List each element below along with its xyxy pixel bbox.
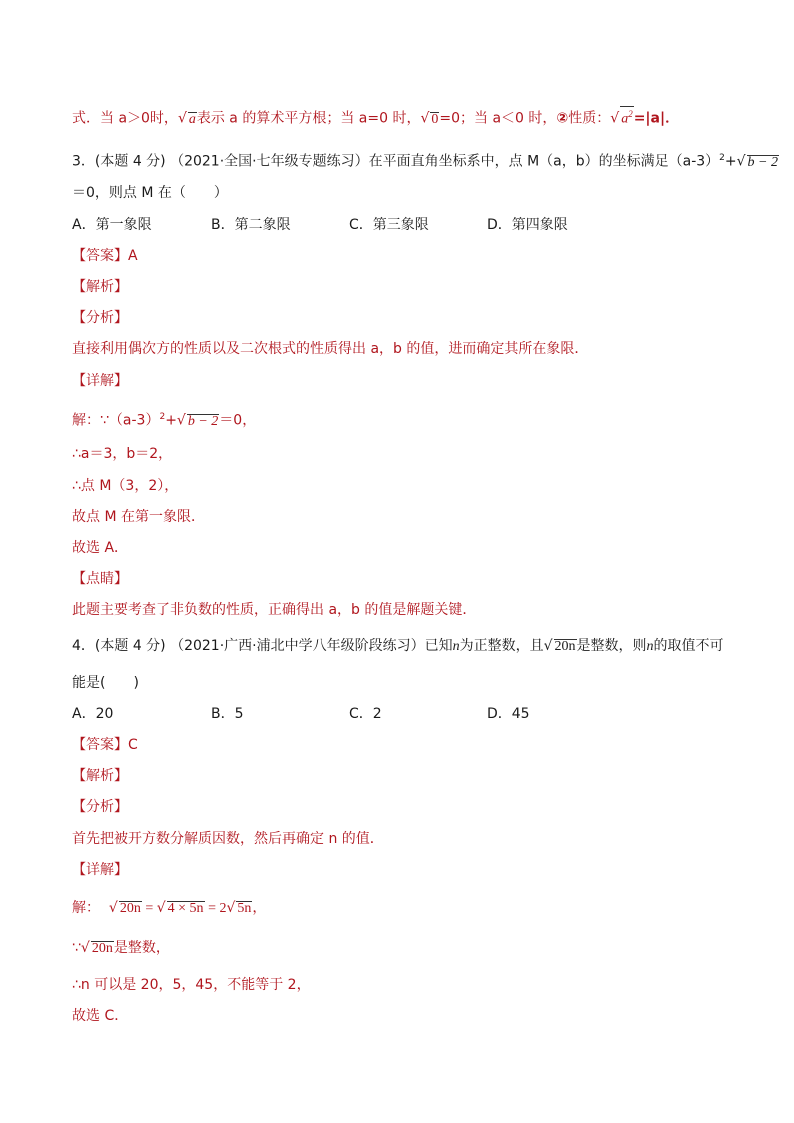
radicand-0: 0 xyxy=(431,111,439,127)
q3-option-b: B．第二象限 xyxy=(211,217,291,233)
q4-option-d: D．45 xyxy=(487,706,530,722)
q4-sol-eq-1: = xyxy=(141,901,157,916)
sqrt-symbol: √ xyxy=(736,153,746,170)
q4-sol-eq-2: = 2 xyxy=(204,901,227,916)
q3-fenxi-heading: 【分析】 xyxy=(72,310,128,326)
q4-var-n: n xyxy=(646,639,654,654)
q3-radicand: b − 2 xyxy=(747,154,778,170)
sqrt-symbol: √ xyxy=(176,412,186,429)
q4-solution-line3: ∴n 可以是 20，5，45，不能等于 2， xyxy=(72,977,311,993)
sqrt-symbol: √ xyxy=(156,900,166,916)
q4-option-a: A．20 xyxy=(72,706,114,722)
q4-sol-text: 解： xyxy=(72,900,100,916)
q3-solution-line5: 故选 A． xyxy=(72,540,129,556)
q4-detail-heading: 【详解】 xyxy=(72,862,128,878)
circled-two: ② xyxy=(556,110,569,127)
q3-analysis-heading: 【解析】 xyxy=(72,279,128,295)
q3-fenxi-text: 直接利用偶次方的性质以及二次根式的性质得出 a，b 的值，进而确定其所在象限． xyxy=(72,341,589,357)
sqrt-symbol: √ xyxy=(80,940,90,956)
q4-stem-text-3: 是整数，则 xyxy=(576,638,647,654)
q3-option-d: D．第四象限 xyxy=(487,217,568,233)
q3-detail-heading: 【详解】 xyxy=(72,373,128,389)
q3-solution-line3: ∴点 M（3，2）， xyxy=(72,478,179,494)
q4-radicand: 20n xyxy=(554,639,576,654)
intro-text-1: 式．当 a＞0时， xyxy=(72,110,178,127)
sqrt-symbol: √ xyxy=(108,900,118,916)
q4-sol2-text: 是整数， xyxy=(113,940,170,956)
intro-text-4: 性质： xyxy=(568,110,611,127)
q3-sol-exponent: 2 xyxy=(159,412,166,422)
q4-sol-radicand-1: 20n xyxy=(119,901,141,916)
q4-sol-radicand-2: 4 × 5n xyxy=(167,901,204,916)
intro-line xyxy=(72,106,679,129)
q3-option-a: A．第一象限 xyxy=(72,217,152,233)
q3-sol-radicand: b − 2 xyxy=(187,413,219,429)
q3-solution-line2: ∴a＝3，b＝2， xyxy=(72,446,173,462)
q4-stem-text-2: 为正整数，且 xyxy=(459,638,544,654)
q3-answer: 【答案】A xyxy=(72,248,138,264)
q4-fenxi-text: 首先把被开方数分解质因数，然后再确定 n 的值． xyxy=(72,831,384,847)
q3-option-c: C．第三象限 xyxy=(349,217,429,233)
radicand-a2-base: a xyxy=(621,111,629,127)
q4-stem-text-4: 的取值不可 xyxy=(653,638,724,654)
q3-stem-line1 xyxy=(72,148,779,172)
q4-sol-radicand-3: 5n xyxy=(237,901,252,916)
q4-solution-line1 xyxy=(72,898,266,919)
radicand-a: a xyxy=(188,111,196,127)
q4-solution-line2 xyxy=(72,938,170,958)
sqrt-symbol: √ xyxy=(420,110,430,127)
q4-option-c: C．2 xyxy=(349,706,382,722)
q3-exponent: 2 xyxy=(719,153,725,163)
q3-comment-heading: 【点睛】 xyxy=(72,571,128,587)
q4-fenxi-heading: 【分析】 xyxy=(72,799,128,815)
sqrt-symbol: √ xyxy=(177,110,187,127)
sqrt-symbol: √ xyxy=(610,110,620,127)
q4-solution-line4: 故选 C． xyxy=(72,1008,129,1024)
q3-comment-text: 此题主要考查了非负数的性质，正确得出 a，b 的值是解题关键． xyxy=(72,602,477,618)
q3-sol-text: 解：∵（a-3） xyxy=(72,412,160,429)
q4-analysis-heading: 【解析】 xyxy=(72,768,128,784)
q3-stem-line2: ＝0，则点 M 在（ ） xyxy=(72,185,228,201)
q4-sol2-radicand: 20n xyxy=(91,941,113,956)
q3-sol-end: ＝0， xyxy=(219,412,257,429)
sqrt-symbol: √ xyxy=(543,638,553,654)
q4-answer: 【答案】C xyxy=(72,737,138,753)
q4-sol2-because: ∵ xyxy=(72,940,81,956)
q3-sol-plus: + xyxy=(165,412,177,429)
radicand-a2 xyxy=(620,106,634,127)
q4-stem-line1 xyxy=(72,636,724,657)
intro-text-3: =0；当 a＜0 时， xyxy=(439,110,557,127)
q3-stem-text: 3．(本题 4 分) （2021·全国·七年级专题练习）在平面直角坐标系中，点 M（a，b）的坐标满足（a-3） xyxy=(72,153,720,170)
intro-text-2: 表示 a 的算术平方根；当 a=0 时， xyxy=(196,110,421,127)
radicand-a2-exp: 2 xyxy=(628,109,633,119)
q4-stem-line2: 能是( ) xyxy=(72,675,139,691)
q4-option-b: B．5 xyxy=(211,706,244,722)
q3-plus: + xyxy=(724,153,737,170)
q4-sol-end: ， xyxy=(252,900,267,916)
q4-var-n: n xyxy=(452,639,460,654)
intro-text-5: =|a|． xyxy=(633,110,680,127)
q3-solution-line4: 故点 M 在第一象限． xyxy=(72,509,205,525)
sqrt-symbol: √ xyxy=(226,900,236,916)
q4-stem-text-1: 4．(本题 4 分) （2021·广西·浦北中学八年级阶段练习）已知 xyxy=(72,638,453,654)
q3-solution-line1 xyxy=(72,407,256,431)
